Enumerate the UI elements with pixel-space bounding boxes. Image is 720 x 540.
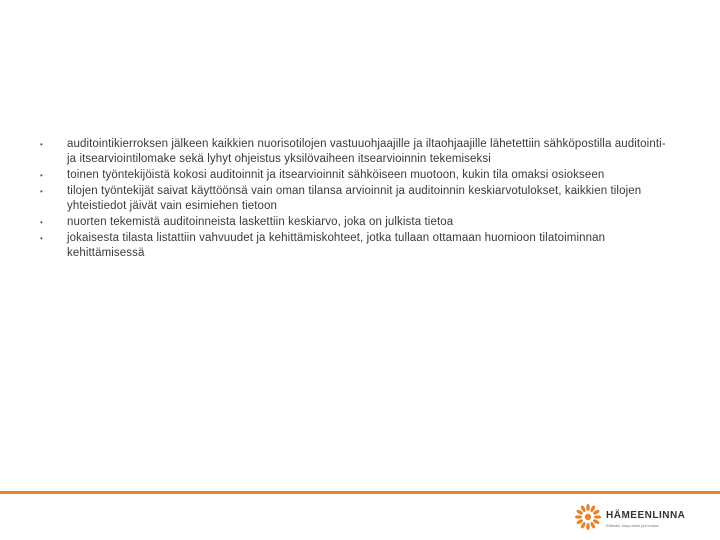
bullet-icon: • xyxy=(40,140,43,149)
bullet-list xyxy=(40,137,670,262)
logo-tagline: Elämää, kaupunkia ja luontoa xyxy=(606,523,659,528)
bullet-text: auditointikierroksen jälkeen kaikkien nuorisotilojen vastuuohjaajille ja iltaohjaajille lähetettiin sähköpostilla auditointi- ja itsearviointilomake sekä lyhyt ohjeistus yksilövaiheen itsearvioinnin tekemiseksi xyxy=(67,138,666,165)
bullet-icon: • xyxy=(40,218,43,227)
bullet-icon: • xyxy=(40,187,43,196)
bullet-text: jokaisesta tilasta listattiin vahvuudet ja kehittämiskohteet, jotka tullaan ottamaan huomioon tilatoiminnan kehittämisessä xyxy=(67,232,606,259)
footer-divider xyxy=(0,491,720,494)
bullet-text: tilojen työntekijät saivat käyttöönsä vain oman tilansa arvioinnit ja auditoinnin keskiarvotulokset, kaikkien tilojen yhteistiedot jäivät vain esimiehen tietoon xyxy=(67,185,642,212)
logo-name: HÄMEENLINNA xyxy=(606,510,686,521)
hameenlinna-logo xyxy=(574,502,684,532)
list-item xyxy=(40,231,670,261)
bullet-icon: • xyxy=(40,171,43,180)
bullet-icon: • xyxy=(40,234,43,243)
list-item xyxy=(40,184,670,214)
list-item xyxy=(40,215,670,230)
list-item xyxy=(40,168,670,183)
list-item xyxy=(40,137,670,167)
bullet-text: nuorten tekemistä auditoinneista laskettiin keskiarvo, joka on julkista tietoa xyxy=(67,216,454,228)
bullet-text: toinen työntekijöistä kokosi auditoinnit ja itsearvioinnit sähköiseen muotoon, kukin tila omaksi osiokseen xyxy=(67,169,605,181)
sun-burst-icon xyxy=(574,503,602,531)
